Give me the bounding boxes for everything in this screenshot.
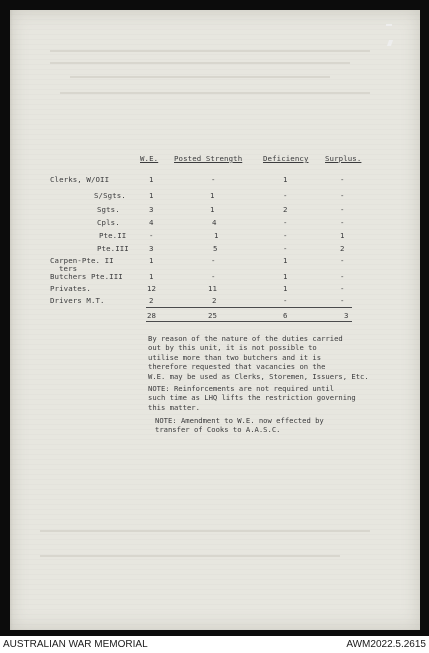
cell-deficiency: -: [283, 218, 288, 227]
cell-deficiency: -: [283, 231, 288, 240]
row-label: Sgts.: [97, 205, 120, 214]
cell-surplus: -: [340, 191, 345, 200]
header-surplus: Surplus.: [325, 154, 362, 163]
reason-paragraph: By reason of the nature of the duties carried out by this unit, it is not possible to utilise more than two butchers and it is therefore requested that vacancies on the W.E. may be used as Clerks, Storemen, Issuers, Etc.: [148, 334, 369, 381]
cell-surplus: -: [340, 256, 345, 265]
faint-bleedthrough: [50, 62, 350, 64]
cell-deficiency: 2: [283, 205, 288, 214]
cell-we: 12: [147, 284, 157, 293]
row-label-continuation: ters: [59, 264, 78, 273]
note-reinforcements: NOTE: Reinforcements are not required until such time as LHQ lifts the restriction governing this matter.: [148, 384, 356, 412]
total-we: 28: [147, 311, 157, 320]
cell-posted: 2: [212, 296, 217, 305]
total-deficiency: 6: [283, 311, 288, 320]
note-amendment: NOTE: Amendment to W.E. now effected by transfer of Cooks to A.A.S.C.: [155, 416, 324, 435]
header-posted-strength: Posted Strength: [174, 154, 243, 163]
corner-mark: [386, 24, 392, 26]
faint-bleedthrough: [70, 76, 330, 78]
cell-posted: 1: [210, 191, 215, 200]
cell-posted: 4: [212, 218, 217, 227]
cell-we: 1: [149, 191, 154, 200]
cell-posted: -: [211, 272, 216, 281]
row-label: Drivers M.T.: [50, 296, 105, 305]
cell-surplus: -: [340, 284, 345, 293]
cell-posted: 1: [210, 205, 215, 214]
footer-institution: AUSTRALIAN WAR MEMORIAL: [3, 639, 148, 650]
cell-surplus: -: [340, 205, 345, 214]
cell-we: 1: [149, 256, 154, 265]
cell-we: 3: [149, 244, 154, 253]
cell-we: 3: [149, 205, 154, 214]
row-label: Privates.: [50, 284, 91, 293]
cell-we: 1: [149, 175, 154, 184]
cell-surplus: -: [340, 272, 345, 281]
cell-deficiency: -: [283, 296, 288, 305]
cell-posted: -: [211, 256, 216, 265]
cell-posted: -: [211, 175, 216, 184]
cell-we: 1: [149, 272, 154, 281]
faint-bleedthrough: [40, 555, 340, 557]
cell-surplus: 2: [340, 244, 345, 253]
cell-deficiency: -: [283, 244, 288, 253]
document-page: [10, 10, 420, 630]
row-label: Butchers Pte.III: [50, 272, 123, 281]
row-label: Pte.III: [97, 244, 129, 253]
footer-accession-number: AWM2022.5.2615: [346, 639, 426, 650]
row-label: S/Sgts.: [94, 191, 126, 200]
cell-posted: 11: [208, 284, 218, 293]
cell-deficiency: 1: [283, 256, 288, 265]
cell-deficiency: 1: [283, 272, 288, 281]
total-surplus: 3: [344, 311, 349, 320]
cell-we: 2: [149, 296, 154, 305]
cell-deficiency: -: [283, 191, 288, 200]
header-deficiency: Deficiency: [263, 154, 309, 163]
header-we: W.E.: [140, 154, 159, 163]
cell-deficiency: 1: [283, 284, 288, 293]
cell-we: 4: [149, 218, 154, 227]
totals-rule-bottom: [146, 321, 352, 322]
cell-surplus: 1: [340, 231, 345, 240]
totals-rule-top: [146, 307, 352, 308]
cell-surplus: -: [340, 175, 345, 184]
row-label: Clerks, W/OII: [50, 175, 110, 184]
row-label: Carpen-Pte. II: [50, 256, 114, 265]
total-posted: 25: [208, 311, 218, 320]
cell-surplus: -: [340, 296, 345, 305]
cell-posted: 1: [214, 231, 219, 240]
faint-bleedthrough: [60, 92, 370, 94]
cell-surplus: -: [340, 218, 345, 227]
faint-bleedthrough: [40, 530, 370, 532]
cell-posted: 5: [213, 244, 218, 253]
row-label: Cpls.: [97, 218, 120, 227]
row-label: Pte.II: [99, 231, 127, 240]
faint-bleedthrough: [50, 50, 370, 52]
cell-we: -: [149, 231, 154, 240]
cell-deficiency: 1: [283, 175, 288, 184]
